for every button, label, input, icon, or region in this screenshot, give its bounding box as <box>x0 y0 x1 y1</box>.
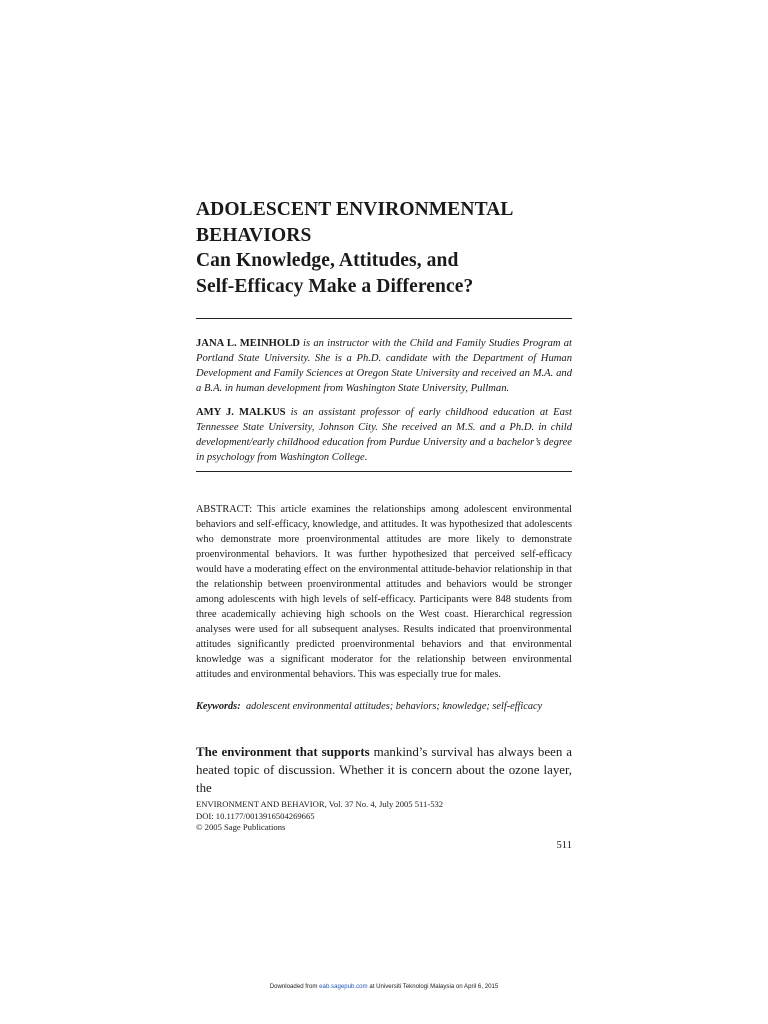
body-sentence: mankind’s survival has always been a heated topic of discussion. Whether it is concern about the ozone layer, the <box>196 745 572 795</box>
download-prefix: Downloaded from <box>269 983 320 990</box>
author-name: JANA L. MEINHOLD <box>196 338 300 349</box>
subtitle-line: Self-Efficacy Make a Difference? <box>196 275 474 297</box>
doi: DOI: 10.1177/0013916504269665 <box>196 810 315 821</box>
journal-info <box>196 799 572 834</box>
lead-in: The environment that supports <box>196 745 370 759</box>
keywords-text: adolescent environmental attitudes; behaviors; knowledge; self-efficacy <box>246 701 543 712</box>
abstract-text: ABSTRACT: This article examines the relationships among adolescent environmental behaviors and self-efficacy, knowledge, and attitudes. It was hypothesized that adolescents who demonstrate more proenvironmental attitudes are more likely to demonstrate proenvironmental behaviors. It was further hypothesized that perceived self-efficacy would have a moderating effect on the environmental attitude-behavior relationship in that the relationship between proenvironmental attitudes and behaviors would be stronger among adolescents with high levels of self-efficacy. Participants were 848 students from three academically achieving high schools on the West coast. Hierarchical regression analyses were used for all subsequent analyses. Results indicated that proenvironmental attitudes significantly predicted proenvironmental behaviors and that environmental knowledge was a significant moderator for the relationship between environmental attitudes and environmental behaviors. This was especially true for males. <box>196 504 572 680</box>
author-notes <box>196 336 572 474</box>
author-name: AMY J. MALKUS <box>196 407 286 418</box>
title-line: BEHAVIORS <box>196 224 312 246</box>
author-note <box>196 336 572 396</box>
page-number: 511 <box>556 840 572 851</box>
download-suffix: at Universiti Teknologi Malaysia on April 6, 2015 <box>367 983 499 990</box>
download-notice <box>0 983 768 990</box>
body-text <box>196 743 572 797</box>
author-bio: is an instructor with the Child and Family Studies Program at Portland State University. She is a Ph.D. candidate with the Department of Human Development and Family Sciences at Oregon State University and received an M.A. and a B.A. in human development from Washington State University, Pullman. <box>196 338 572 394</box>
download-link[interactable]: eab.sagepub.com <box>319 983 368 990</box>
author-bio: is an assistant professor of early childhood education at East Tennessee State University, Johnson City. She received an M.S. and a Ph.D. in child development/early childhood education from Purdue University and a bachelor’s degree in psychology from Washington College. <box>196 407 572 463</box>
body-paragraph <box>196 743 572 797</box>
subtitle-line: Can Knowledge, Attitudes, and <box>196 250 459 271</box>
title-line: ADOLESCENT ENVIRONMENTAL <box>196 199 514 220</box>
author-note <box>196 405 572 465</box>
keywords-label: Keywords: <box>196 701 241 712</box>
keywords <box>196 699 572 714</box>
abstract <box>196 502 572 682</box>
divider-top <box>196 318 572 319</box>
article-title <box>196 197 572 299</box>
divider-bottom <box>196 471 572 472</box>
journal-citation: ENVIRONMENT AND BEHAVIOR, Vol. 37 No. 4, July 2005 511-532 <box>196 799 444 809</box>
copyright: © 2005 Sage Publications <box>196 822 286 832</box>
